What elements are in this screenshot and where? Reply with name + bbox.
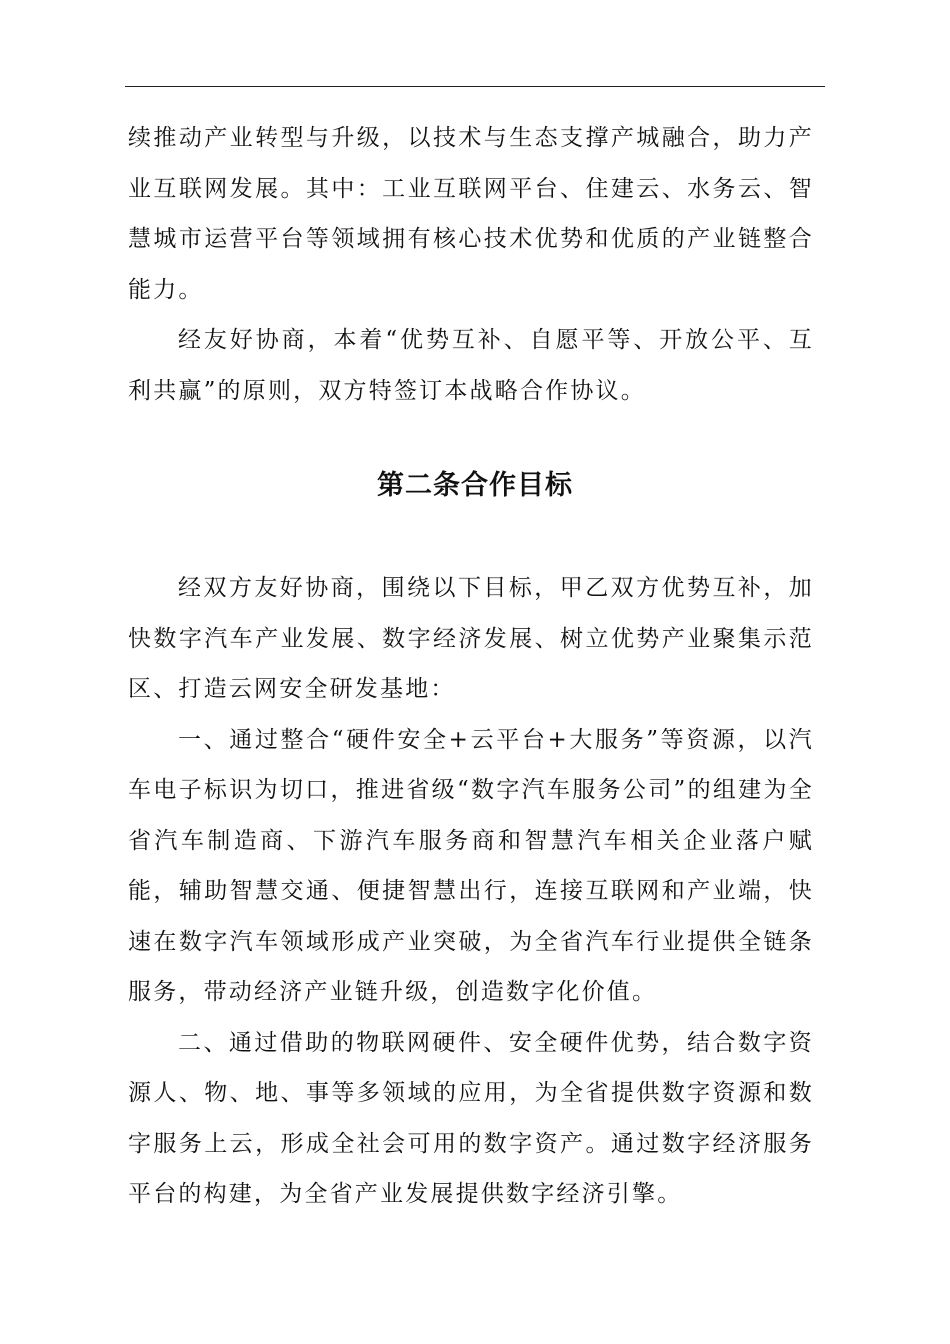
- section-paragraph-item-two: 二、通过借助的物联网硬件、安全硬件优势，结合数字资源人、物、地、事等多领域的应用，为全省提供数字资源和数字服务上云，形成全社会可用的数字资产。通过数字经济服务平台的构建，为全省产业发展提供数字经济引擎。: [128, 1029, 814, 1207]
- intro-paragraph-continuation: 续推动产业转型与升级，以技术与生态支撑产城融合，助力产业互联网发展。其中：工业互联网平台、住建云、水务云、智慧城市运营平台等领域拥有核心技术优势和优质的产业链整合能力。: [128, 125, 814, 303]
- intro-text-block: [128, 113, 814, 416]
- intro-paragraph-consultation: 经友好协商，本着“优势互补、自愿平等、开放公平、互利共赢”的原则，双方特签订本战略合作协议。: [128, 327, 814, 404]
- section-heading: 第二条合作目标: [377, 470, 573, 501]
- section-text-block: [128, 563, 814, 1220]
- section-paragraph-item-one: 一、通过整合“硬件安全+云平台+大服务”等资源，以汽车电子标识为切口，推进省级“数字汽车服务公司”的组建为全省汽车制造商、下游汽车服务商和智慧汽车相关企业落户赋能，辅助智慧交通、便捷智慧出行，连接互联网和产业端，快速在数字汽车领域形成产业突破，为全省汽车行业提供全链条服务，带动经济产业链升级，创造数字化价值。: [128, 726, 814, 1005]
- section-paragraph-goals: 经双方友好协商，围绕以下目标，甲乙双方优势互补，加快数字汽车产业发展、数字经济发展、树立优势产业聚集示范区、打造云网安全研发基地：: [128, 575, 814, 702]
- header-rule: [125, 86, 825, 87]
